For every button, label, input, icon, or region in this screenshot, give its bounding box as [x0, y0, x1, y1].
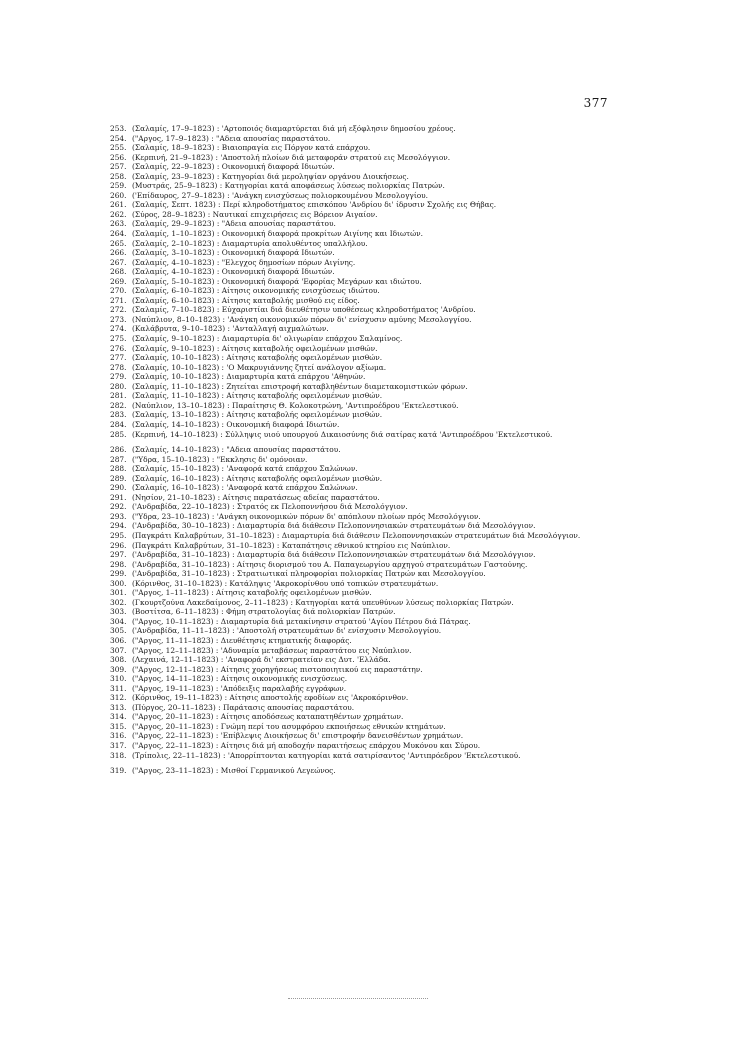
entry-number: 278. — [110, 362, 127, 372]
entry-number: 280. — [110, 381, 127, 391]
entry-text: ('Ανδραβίδα, 31–10–1823) : Στρατιωτικαί πληροφορίαι πολιορκίας Πατρών και Μεσολογγίου. — [132, 569, 486, 579]
list-item — [110, 181, 600, 191]
list-item — [110, 617, 600, 627]
entry-number: 294. — [110, 521, 127, 531]
entry-number: 287. — [110, 454, 127, 464]
entry-text: (Παγκράτι Καλαβρύτων, 31–10–1823) : Καταπάτησις εθνικού κτηρίου εις Ναύπλιον. — [132, 540, 451, 550]
entry-text: (Σαλαμίς, 14–10–1823) : Οικονομική διαφορά Ιδιωτών. — [132, 419, 340, 429]
entry-text: ("Αργος, 20–11–1823) : Γνώμη περί του ασυμφόρου εκποιήσεως εθνικών κτημάτων. — [132, 721, 446, 731]
entry-number: 270. — [110, 286, 127, 296]
list-item — [110, 134, 600, 144]
list-item — [110, 258, 600, 268]
entry-text: ("Αργος, 22–11–1823) : 'Επίβλεψις Διοικήσεως δι' επιστροφήν δανεισθέντων χρημάτων. — [132, 731, 464, 741]
entry-number: 276. — [110, 343, 127, 353]
entry-text: (Σαλαμίς, 29–9–1823) : "Αδεια απουσίας παραστάτου. — [132, 219, 336, 229]
list-item — [110, 741, 600, 751]
entry-number: 259. — [110, 181, 127, 191]
list-item — [110, 267, 600, 277]
list-item — [110, 239, 600, 249]
entry-text: (Σαλαμίς, 2–10–1823) : Διαμαρτυρία απολυθέντος υπαλλήλου. — [132, 238, 368, 248]
list-item — [110, 401, 600, 411]
entry-text: (Σαλαμίς, 13–10–1823) : Αίτησις καταβολής οφειλομένων μισθών. — [132, 410, 383, 420]
entry-text: ("Αργος, 23–11–1823) : Μισθοί Γερμανικού Λεγεώνος. — [132, 766, 336, 776]
list-item — [110, 363, 600, 373]
entry-number: 298. — [110, 559, 127, 569]
entry-text: (Σαλαμίς, 6–10–1823) : Αίτησις οικονομικής ενισχύσεως ιδιώτου. — [132, 286, 380, 296]
list-item — [110, 445, 600, 455]
entry-text: (Λεχαινά, 12–11–1823) : 'Αναφορά δι' εκστρατείαν εις Δυτ. 'Ελλάδα. — [132, 655, 391, 665]
entry-number: 304. — [110, 616, 127, 626]
entry-number: 292. — [110, 502, 127, 512]
list-item — [110, 531, 600, 541]
list-item — [110, 296, 600, 306]
list-item — [110, 703, 600, 713]
entry-number: 269. — [110, 276, 127, 286]
entry-number: 267. — [110, 257, 127, 267]
entry-number: 281. — [110, 391, 127, 401]
list-item — [110, 588, 600, 598]
entry-number: 253. — [110, 124, 127, 133]
list-item — [110, 521, 600, 531]
entry-number: 297. — [110, 550, 127, 560]
entry-number: 318. — [110, 750, 127, 760]
entry-text: (Σαλαμίς, 10–10–1823) : Αίτησις καταβολής οφειλομένων μισθών. — [132, 353, 383, 363]
entry-text: (Σαλαμίς, 16–10–1823) : 'Αναφορά κατά επάρχου Σαλώνων. — [132, 483, 358, 493]
entry-text: (Μυστράς, 25–9–1823) : Κατηγορίαι κατά αποφάσεως λύσεως πολιορκίας Πατρών. — [132, 181, 445, 191]
entry-number: 316. — [110, 731, 127, 741]
list-item — [110, 305, 600, 315]
entry-number: 255. — [110, 143, 127, 153]
list-item — [110, 430, 600, 440]
list-item — [110, 286, 600, 296]
footer-rule — [288, 998, 428, 999]
entry-number: 295. — [110, 530, 127, 540]
list-item — [110, 646, 600, 656]
list-item — [110, 483, 600, 493]
list-item — [110, 382, 600, 392]
entry-text: (Κερπινή, 14–10–1823) : Σύλληψις υιού υπουργού Δικαιοσύνης διά σατίρας κατά 'Αντιπροέδρου 'Εκτελεστικού. — [132, 429, 553, 439]
entry-text: (Σαλαμίς, 4–10–1823) : Οικονομική διαφορά Ιδιωτών. — [132, 267, 335, 277]
entry-number: 301. — [110, 588, 127, 598]
entry-number: 319. — [110, 766, 127, 776]
entry-number: 279. — [110, 372, 127, 382]
list-item — [110, 550, 600, 560]
entry-text: (Σαλαμίς, 9–10–1823) : Αίτησις καταβολής οφειλομένων μισθών. — [132, 343, 378, 353]
document-entries — [110, 124, 600, 776]
entry-text: (Σαλαμίς, 23–9–1823) : Κατηγορίαι διά μεροληψίαν οργάνου Διοικήσεως. — [132, 171, 409, 181]
list-item — [110, 766, 600, 776]
list-item — [110, 153, 600, 163]
list-item — [110, 334, 600, 344]
entry-number: 310. — [110, 674, 127, 684]
list-item — [110, 579, 600, 589]
entry-text: ("Αργος, 20–11–1823) : Αίτησις αποδόσεως καταπατηθέντων χρημάτων. — [132, 712, 404, 722]
entry-number: 307. — [110, 645, 127, 655]
list-item — [110, 455, 600, 465]
entry-text: ('Ανδραβίδα, 31–10–1823) : Αίτησις διορισμού του Α. Παπαγεωργίου αρχηγού στρατευμάτων Γαστούνης. — [132, 559, 528, 569]
entry-number: 271. — [110, 295, 127, 305]
entry-text: ("Αργος, 14–11–1823) : Αίτησις οικονομικής ενισχύσεως. — [132, 674, 348, 684]
list-item — [110, 420, 600, 430]
entry-text: (Νησίον, 21–10–1823) : Αίτησις παρατάσεως αδείας παραστάτου. — [132, 492, 380, 502]
entry-text: (Σαλαμίς, 17–9–1823) : 'Αρτοποιός διαμαρτύρεται διά μή εξόφλησιν δημοσίου χρέους. — [132, 124, 456, 133]
entry-number: 272. — [110, 305, 127, 315]
entry-number: 314. — [110, 712, 127, 722]
list-item — [110, 598, 600, 608]
entry-number: 308. — [110, 655, 127, 665]
entry-text: (Σαλαμίς, 11–10–1823) : Ζητείται επιστροφή καταβληθέντων διαμετακομιστικών φόρων. — [132, 381, 468, 391]
entry-number: 264. — [110, 229, 127, 239]
entry-text: (Σαλαμίς, 3–10–1823) : Οικονομική διαφορά Ιδιωτών. — [132, 248, 335, 258]
list-item — [110, 731, 600, 741]
entry-text: ("Αργος, 1–11–1823) : Αίτησις καταβολής οφειλομένων μισθών. — [132, 588, 372, 598]
entry-text: (Σαλαμίς, 7–10–1823) : Εύχαριστίαι διά διευθέτησιν υποθέσεως κληροδοτήματος 'Ανδρίου. — [132, 305, 476, 315]
entry-text: (Σύρος, 28–9–1823) : Ναυτικαί επιχειρήσεις εις Βόρειον Αιγαίον. — [132, 209, 378, 219]
entry-text: (Σαλαμίς, 1–10–1823) : Οικονομική διαφορά προκρίτων Αιγίνης και Ιδιωτών. — [132, 229, 423, 239]
list-item — [110, 655, 600, 665]
list-item — [110, 324, 600, 334]
entry-text: (Βοστίτσα, 6–11–1823) : Φήμη στρατολογίας διά πολιορκίαν Πατρών. — [132, 607, 396, 617]
entry-number: 315. — [110, 721, 127, 731]
entry-text: ("Αργος, 12–11–1823) : 'Αδυναμία μεταβάσεως παραστάτου εις Ναύπλιον. — [132, 645, 412, 655]
list-item — [110, 674, 600, 684]
entry-text: ('Ανδραβίδα, 11–11–1823) : 'Αποστολή στρατευμάτων δι' ενίσχυσιν Μεσολογγίου. — [132, 626, 442, 636]
entry-text: (Καλάβρυτα, 9–10–1823) : 'Ανταλλαγή αιχμαλώτων. — [132, 324, 329, 334]
list-item — [110, 560, 600, 570]
list-item — [110, 200, 600, 210]
entry-text: ('Επίδαυρος, 27–9–1823) : 'Ανάγκη ενισχύσεως πολιορκουμένου Μεσολογγίου. — [132, 190, 429, 200]
entry-text: (Σαλαμίς, 6–10–1823) : Αίτησις καταβολής μισθού εις είδος. — [132, 295, 360, 305]
list-item — [110, 512, 600, 522]
entry-text: ("Αργος, 22–11–1823) : Αίτησις διά μή αποδοχήν παραιτήσεως επάρχου Μυκόνου και Σύρου. — [132, 741, 481, 750]
entry-text: ("Υδρα, 23–10–1823) : 'Ανάγκη οικονομικών πόρων δι' απόπλουν πλοίων πρός Μεσολόγγιον. — [132, 511, 481, 521]
entry-number: 254. — [110, 133, 127, 143]
list-item — [110, 636, 600, 646]
entry-text: (Σαλαμίς, 16–10–1823) : Αίτησις καταβολής οφειλομένων μισθών. — [132, 473, 383, 483]
entry-number: 257. — [110, 162, 127, 172]
list-item — [110, 722, 600, 732]
entry-number: 300. — [110, 578, 127, 588]
list-item — [110, 344, 600, 354]
entry-number: 291. — [110, 492, 127, 502]
entry-text: ("Αργος, 10–11–1823) : Διαμαρτυρία διά μετακίνησιν στρατού 'Αγίου Πέτρου διά Πάτρας. — [132, 616, 471, 626]
entry-number: 268. — [110, 267, 127, 277]
entry-number: 302. — [110, 597, 127, 607]
list-item — [110, 277, 600, 287]
entry-number: 286. — [110, 445, 127, 455]
entry-number: 275. — [110, 334, 127, 344]
entry-text: (Σαλαμίς, 11–10–1823) : Αίτησις καταβολής οφειλομένων μισθών. — [132, 391, 383, 401]
entry-text: (Σαλαμίς, 22–9–1823) : Οικονομική διαφορά Ιδιωτών. — [132, 162, 335, 172]
list-item — [110, 665, 600, 675]
entry-text: (Κερπινή, 21–9–1823) : 'Αποστολή πλοίων διά μεταφοράν στρατού εις Μεσολόγγιον. — [132, 152, 451, 162]
entry-text: (Σαλαμίς, Σεπτ. 1823) : Περί κληροδοτήματος επισκόπου 'Ανδρίου δι' ίδρυσιν Σχολής εις Θήβας. — [132, 200, 497, 210]
entry-text: ("Υδρα, 15–10–1823) : "Εκκλησις δι' ομόνοιαν. — [132, 454, 308, 464]
entry-number: 284. — [110, 419, 127, 429]
list-item — [110, 410, 600, 420]
entry-text: (Σαλαμίς, 4–10–1823) : "Ελεγχος δημοσίων πόρων Αιγίνης. — [132, 257, 356, 267]
list-item — [110, 143, 600, 153]
list-item — [110, 172, 600, 182]
entry-text: ("Αργος, 11–11–1823) : Διευθέτησις κτηματικής διαφοράς. — [132, 635, 352, 645]
entry-number: 313. — [110, 702, 127, 712]
list-item — [110, 124, 600, 134]
list-item — [110, 569, 600, 579]
list-item — [110, 502, 600, 512]
list-item — [110, 607, 600, 617]
entry-number: 305. — [110, 626, 127, 636]
list-item — [110, 191, 600, 201]
list-item — [110, 353, 600, 363]
entry-number: 296. — [110, 540, 127, 550]
entry-text: (Ναύπλιον, 13–10–1823) : Παραίτησις Θ. Κολοκοτρώνη, 'Αντιπροέδρου 'Εκτελεστικού. — [132, 400, 459, 410]
entry-number: 289. — [110, 473, 127, 483]
entry-text: ("Αργος, 12–11–1823) : Αίτησις χορηγήσεως πιστοποιητικού εις παραστάτην. — [132, 664, 423, 674]
entry-text: (Κόρινθος, 19–11–1823) : Αίτησις αποστολής εφοδίων εις 'Ακροκόρινθον. — [132, 693, 409, 703]
entry-text: (Παγκράτι Καλαβρύτων, 31–10–1823) : Διαμαρτυρία διά διάθεσιν Πελοποννησιακών στρατευμάτων διά Μεσολόγγιον. — [132, 530, 581, 540]
entry-text: ('Ανδραβίδα, 31–10–1823) : Διαμαρτυρία διά διάθεσιν Πελοποννησιακών στρατευμάτων διά Μεσολόγγιον. — [132, 550, 536, 560]
entry-text: (Ναύπλιον, 8–10–1823) : 'Ανάγκη οικονομικών πόρων δι' ενίσχυσιν αμύνης Μεσολογγίου. — [132, 314, 472, 324]
entry-number: 299. — [110, 569, 127, 579]
entry-number: 312. — [110, 693, 127, 703]
list-item — [110, 712, 600, 722]
list-item — [110, 474, 600, 484]
list-item — [110, 464, 600, 474]
list-item — [110, 210, 600, 220]
entry-text: (Σαλαμίς, 18–9–1823) : Βιαιοπραγία εις Πόργον κατά επάρχου. — [132, 143, 371, 153]
entry-number: 258. — [110, 171, 127, 181]
list-item — [110, 626, 600, 636]
entry-text: (Σαλαμίς, 15–10–1823) : 'Αναφορά κατά επάρχου Σαλώνων. — [132, 464, 358, 474]
list-item — [110, 493, 600, 503]
entry-number: 303. — [110, 607, 127, 617]
list-item — [110, 372, 600, 382]
entry-number: 293. — [110, 511, 127, 521]
entry-text: (Σαλαμίς, 5–10–1823) : Οικονομική διαφορά 'Εφορίας Μεγάρων και ιδιώτου. — [132, 276, 422, 286]
entry-text: (Γκουρτζούνα Λακεδαίμονος, 2–11–1823) : Κατηγορίαι κατά υπευθύνων λύσεως πολιορκίας Πατρών. — [132, 597, 514, 607]
list-item — [110, 693, 600, 703]
entry-number: 256. — [110, 152, 127, 162]
entry-text: ("Αργος, 17–9–1823) : "Αδεια απουσίας παραστάτου. — [132, 133, 331, 143]
entry-number: 282. — [110, 400, 127, 410]
list-item — [110, 541, 600, 551]
entry-text: (Σαλαμίς, 10–10–1823) : Διαμαρτυρία κατά επάρχου 'Αθηνών. — [132, 372, 366, 382]
entry-number: 290. — [110, 483, 127, 493]
entry-text: (Κόρινθος, 31–10–1823) : Κατάληψις 'Ακροκορίνθου υπό τοπικών στρατευμάτων. — [132, 578, 439, 588]
entry-number: 274. — [110, 324, 127, 334]
entry-text: (Σαλαμίς, 10–10–1823) : 'Ο Μακρυγιάννης ζητεί ανάλογον αξίωμα. — [132, 362, 387, 372]
entry-text: ("Αργος, 19–11–1823) : 'Απόδειξις παραλαβής εγγράφων. — [132, 683, 347, 693]
entry-number: 273. — [110, 314, 127, 324]
entry-number: 311. — [110, 683, 127, 693]
entry-number: 277. — [110, 353, 127, 363]
entry-text: (Σαλαμίς, 9–10–1823) : Διαμαρτυρία δι' ολιγωρίαν επάρχου Σαλαμίνος. — [132, 334, 403, 344]
entry-text: (Τρίπολις, 22–11–1823) : 'Απορρίπτονται κατηγορίαι κατά σατιρίσαντος 'Αντιπρόεδρον 'Εκτελεστικού. — [132, 750, 521, 760]
entry-number: 263. — [110, 219, 127, 229]
list-item — [110, 391, 600, 401]
list-item — [110, 248, 600, 258]
entry-number: 306. — [110, 635, 127, 645]
entry-number: 285. — [110, 429, 127, 439]
entry-number: 260. — [110, 190, 127, 200]
entry-number: 317. — [110, 741, 127, 750]
list-item — [110, 684, 600, 694]
list-item — [110, 219, 600, 229]
entry-number: 266. — [110, 248, 127, 258]
list-item — [110, 315, 600, 325]
entry-text: ('Ανδραβίδα, 22–10–1823) : Στρατός εκ Πελοποννήσου διά Μεσολόγγιον. — [132, 502, 408, 512]
list-item — [110, 751, 600, 761]
entry-number: 261. — [110, 200, 127, 210]
entry-text: (Σαλαμίς, 14–10–1823) : "Αδεια απουσίας παραστάτου. — [132, 445, 341, 455]
entry-number: 309. — [110, 664, 127, 674]
entry-number: 262. — [110, 209, 127, 219]
list-item — [110, 229, 600, 239]
entry-number: 283. — [110, 410, 127, 420]
entry-number: 288. — [110, 464, 127, 474]
list-item — [110, 162, 600, 172]
entry-number: 265. — [110, 238, 127, 248]
entry-text: ('Ανδραβίδα, 30–10–1823) : Διαμαρτυρία διά διάθεσιν Πελοποννησιακών στρατευμάτων διά Μεσολόγγιον. — [132, 521, 536, 531]
page-number: 377 — [583, 96, 608, 110]
entry-text: (Πύργος, 20–11–1823) : Παράτασις απουσίας παραστάτου. — [132, 702, 355, 712]
